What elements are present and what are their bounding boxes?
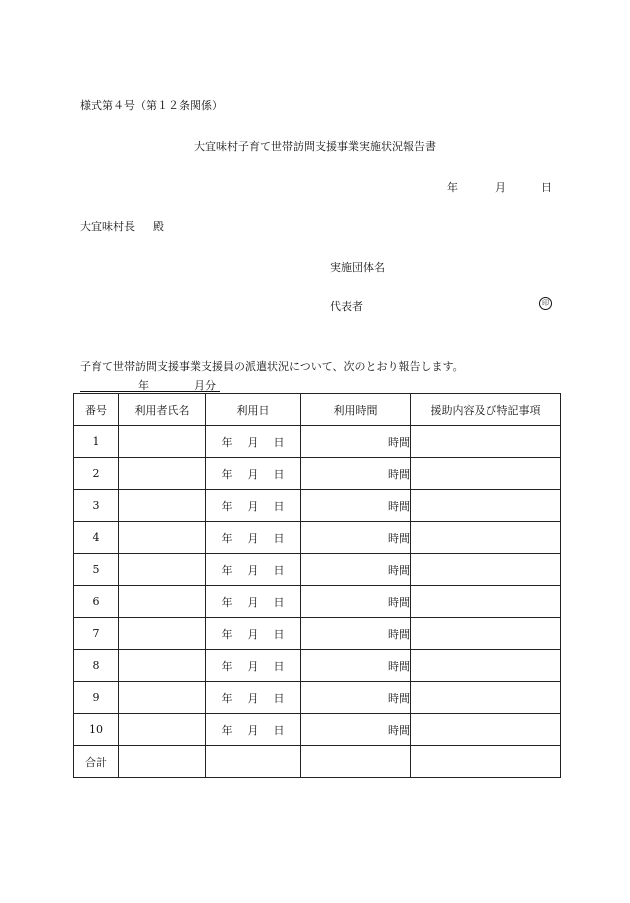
date-year-unit: 年 [221, 499, 233, 513]
table-row [74, 618, 561, 650]
date-year-unit: 年 [221, 563, 233, 577]
total-notes-cell[interactable] [411, 746, 561, 778]
date-year-label: 年 [447, 181, 458, 194]
header-use-date: 利用日 [206, 394, 301, 426]
date-year-unit: 年 [221, 627, 233, 641]
assistance-notes-field[interactable] [411, 554, 561, 586]
user-name-field[interactable] [119, 586, 206, 618]
date-month-unit: 月 [247, 531, 259, 545]
use-hours-field[interactable] [301, 618, 411, 650]
user-name-field[interactable] [119, 522, 206, 554]
use-date-field[interactable] [206, 554, 301, 586]
date-year-unit: 年 [221, 531, 233, 545]
date-year-unit: 年 [221, 691, 233, 705]
assistance-notes-field[interactable] [411, 618, 561, 650]
header-assistance-notes: 援助内容及び特記事項 [411, 394, 561, 426]
representative-label: 代表者 [330, 300, 363, 313]
use-date-field[interactable] [206, 426, 301, 458]
header-user-name: 利用者氏名 [119, 394, 206, 426]
table-row [74, 650, 561, 682]
assistance-notes-field[interactable] [411, 522, 561, 554]
date-year-unit: 年 [221, 435, 233, 449]
use-hours-field[interactable] [301, 554, 411, 586]
row-number: 3 [74, 490, 119, 522]
use-hours-field[interactable] [301, 650, 411, 682]
user-name-field[interactable] [119, 554, 206, 586]
addressee-name: 大宜味村長 [80, 220, 135, 233]
date-month-unit: 月 [247, 595, 259, 609]
form-number: 様式第４号（第１２条関係） [80, 99, 223, 112]
date-day-unit: 日 [273, 595, 285, 609]
total-hours-cell[interactable] [301, 746, 411, 778]
assistance-notes-field[interactable] [411, 426, 561, 458]
row-number: 8 [74, 650, 119, 682]
row-number: 9 [74, 682, 119, 714]
row-number: 1 [74, 426, 119, 458]
use-hours-field[interactable] [301, 426, 411, 458]
hours-unit: 時間 [388, 435, 410, 449]
use-date-field[interactable] [206, 714, 301, 746]
user-name-field[interactable] [119, 490, 206, 522]
table-row [74, 458, 561, 490]
table-row [74, 586, 561, 618]
row-number: 7 [74, 618, 119, 650]
date-day-unit: 日 [273, 435, 285, 449]
intro-text: 子育て世帯訪問支援事業支援員の派遣状況について、次のとおり報告します。 [80, 360, 464, 373]
report-date [447, 179, 552, 195]
date-year-unit: 年 [221, 723, 233, 737]
date-month-unit: 月 [247, 659, 259, 673]
assistance-notes-field[interactable] [411, 650, 561, 682]
hours-unit: 時間 [388, 499, 410, 513]
date-day-unit: 日 [273, 467, 285, 481]
row-number: 5 [74, 554, 119, 586]
period-month-label: 月分 [194, 379, 216, 392]
use-date-field[interactable] [206, 682, 301, 714]
assistance-notes-field[interactable] [411, 714, 561, 746]
user-name-field[interactable] [119, 618, 206, 650]
use-hours-field[interactable] [301, 458, 411, 490]
use-date-field[interactable] [206, 650, 301, 682]
period-year-label: 年 [138, 379, 149, 392]
period-blank [80, 377, 220, 392]
date-year-unit: 年 [221, 659, 233, 673]
date-day-unit: 日 [273, 659, 285, 673]
date-day-unit: 日 [273, 723, 285, 737]
organization-label: 実施団体名 [330, 261, 385, 274]
use-date-field[interactable] [206, 522, 301, 554]
table-row [74, 426, 561, 458]
user-name-field[interactable] [119, 458, 206, 490]
total-user-cell[interactable] [119, 746, 206, 778]
hours-unit: 時間 [388, 563, 410, 577]
table-row [74, 522, 561, 554]
assistance-notes-field[interactable] [411, 458, 561, 490]
addressee [80, 218, 164, 234]
date-day-unit: 日 [273, 563, 285, 577]
hours-unit: 時間 [388, 595, 410, 609]
use-date-field[interactable] [206, 586, 301, 618]
use-hours-field[interactable] [301, 490, 411, 522]
hours-unit: 時間 [388, 467, 410, 481]
table-row [74, 490, 561, 522]
hours-unit: 時間 [388, 723, 410, 737]
report-table [73, 393, 561, 778]
row-number: 4 [74, 522, 119, 554]
row-number: 2 [74, 458, 119, 490]
use-date-field[interactable] [206, 618, 301, 650]
table-row [74, 554, 561, 586]
date-month-unit: 月 [247, 691, 259, 705]
hours-unit: 時間 [388, 691, 410, 705]
date-day-unit: 日 [273, 499, 285, 513]
date-month-unit: 月 [247, 435, 259, 449]
date-year-unit: 年 [221, 595, 233, 609]
date-month-unit: 月 [247, 467, 259, 481]
date-day-unit: 日 [273, 691, 285, 705]
row-number: 6 [74, 586, 119, 618]
user-name-field[interactable] [119, 714, 206, 746]
total-label: 合計 [74, 746, 119, 778]
date-day-label: 日 [541, 181, 552, 194]
date-month-unit: 月 [247, 499, 259, 513]
assistance-notes-field[interactable] [411, 682, 561, 714]
total-date-cell[interactable] [206, 746, 301, 778]
hours-unit: 時間 [388, 531, 410, 545]
date-day-unit: 日 [273, 627, 285, 641]
seal-mark: 印 [539, 297, 552, 310]
user-name-field[interactable] [119, 426, 206, 458]
total-row [74, 746, 561, 778]
table-header-row [74, 394, 561, 426]
use-date-field[interactable] [206, 458, 301, 490]
date-month-unit: 月 [247, 723, 259, 737]
date-year-unit: 年 [221, 467, 233, 481]
hours-unit: 時間 [388, 627, 410, 641]
use-hours-field[interactable] [301, 714, 411, 746]
table-row [74, 682, 561, 714]
date-month-label: 月 [495, 181, 506, 194]
table-row [74, 714, 561, 746]
user-name-field[interactable] [119, 650, 206, 682]
row-number: 10 [74, 714, 119, 746]
use-hours-field[interactable] [301, 682, 411, 714]
use-hours-field[interactable] [301, 522, 411, 554]
addressee-honorific: 殿 [153, 220, 164, 233]
use-date-field[interactable] [206, 490, 301, 522]
date-month-unit: 月 [247, 627, 259, 641]
assistance-notes-field[interactable] [411, 586, 561, 618]
user-name-field[interactable] [119, 682, 206, 714]
date-month-unit: 月 [247, 563, 259, 577]
document-title: 大宜味村子育て世帯訪問支援事業実施状況報告書 [194, 140, 436, 153]
header-number: 番号 [74, 394, 119, 426]
date-day-unit: 日 [273, 531, 285, 545]
use-hours-field[interactable] [301, 586, 411, 618]
header-use-hours: 利用時間 [301, 394, 411, 426]
hours-unit: 時間 [388, 659, 410, 673]
assistance-notes-field[interactable] [411, 490, 561, 522]
